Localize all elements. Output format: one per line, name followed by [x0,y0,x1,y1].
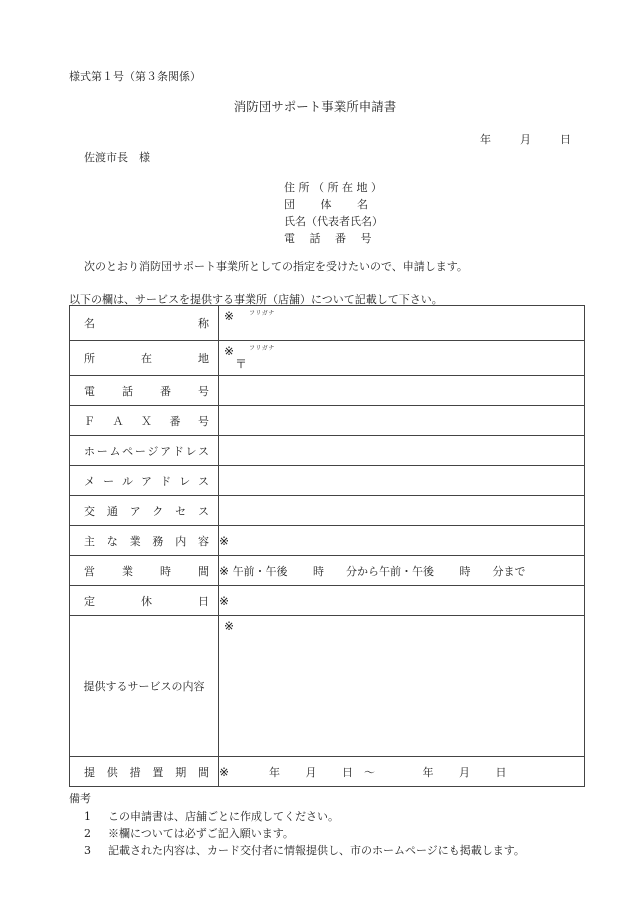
business-field[interactable] [219,526,585,556]
notes-heading: 備考 [69,792,91,805]
table-row [70,757,585,787]
postal-mark: 〒 [235,357,248,371]
fax-field[interactable] [219,406,585,436]
required-mark: ※ [224,619,235,633]
office-info-table [69,305,585,787]
period-field[interactable] [219,757,585,787]
row-label-service: 提供するサービスの内容 [83,680,205,693]
row-label-fax: Ｆ Ａ Ｘ 番 号 [84,414,209,428]
table-row [70,466,585,496]
hours-text: 午前・午後 時 分から午前・午後 時 分まで [232,564,526,578]
applicant-address-label: 住 所 （ 所 在 地 ） [284,181,382,194]
holiday-field[interactable] [219,586,585,616]
date-line [480,131,571,147]
required-mark: ※ [224,344,235,358]
table-row [70,436,585,466]
row-label-period: 提供措置期間 [84,765,209,779]
table-note: 以下の欄は、サービスを提供する事業所（店舗）について記載して下さい。 [69,293,443,306]
row-label-hours: 営 業 時 間 [84,564,209,578]
date-month-label: 月 [520,133,531,146]
addressee: 佐渡市長 様 [84,151,150,164]
row-label-email: メールアドレス [84,474,209,488]
applicant-phone-label: 電 話 番 号 [284,232,372,245]
row-label-name: 名 称 [84,317,209,330]
homepage-field[interactable] [219,436,585,466]
note-number: 1 [84,810,91,823]
form-number: 様式第１号（第３条関係） [69,70,201,83]
row-label-business: 主な業務内容 [84,534,209,548]
table-row [70,496,585,526]
table-row [70,376,585,406]
row-label-phone: 電 話 番 号 [84,384,209,398]
furigana-label: フリガナ [249,345,275,352]
note-text: 記載された内容は、カード交付者に情報提供し、市のホームページにも掲載します。 [108,844,525,857]
address-field[interactable] [219,341,585,376]
applicant-name-label: 氏名（代表者氏名） [284,215,383,228]
required-mark: ※ [224,309,235,323]
period-text: 年 月 日 ～ 年 月 日 [232,765,507,779]
applicant-block [284,179,383,247]
required-mark: ※ [219,533,230,548]
note-text: この申請書は、店舗ごとに作成してください。 [108,810,339,823]
list-item [84,842,525,859]
row-label-address: 所 在 地 [84,352,209,365]
access-field[interactable] [219,496,585,526]
row-label-holiday: 定 休 日 [84,594,209,608]
table-row [70,586,585,616]
name-field[interactable] [219,306,585,341]
furigana-label: フリガナ [249,310,275,317]
email-field[interactable] [219,466,585,496]
row-label-homepage: ホームページアドレス [84,444,209,458]
phone-field[interactable] [219,376,585,406]
table-row [70,341,585,376]
table-row [70,526,585,556]
table-row [70,556,585,586]
page-title: 消防団サポート事業所申請書 [233,99,397,114]
note-number: 3 [84,844,91,857]
hours-field[interactable] [219,556,585,586]
row-label-access: 交通アクセス [84,504,209,518]
list-item [84,825,525,842]
intro-text: 次のとおり消防団サポート事業所としての指定を受けたいので、申請します。 [84,260,468,273]
note-number: 2 [84,827,91,840]
table-row [70,406,585,436]
list-item [84,808,525,825]
required-mark: ※ [219,764,230,779]
required-mark: ※ [219,593,230,608]
notes-list [84,808,525,859]
required-mark: ※ [219,563,230,578]
date-day-label: 日 [560,133,571,146]
note-text: ※欄については必ずご記入願います。 [108,827,294,840]
table-row [70,616,585,757]
table-row [70,306,585,341]
applicant-group-label: 団 体 名 [284,198,368,211]
date-year-label: 年 [480,133,491,146]
service-field[interactable] [219,616,585,757]
